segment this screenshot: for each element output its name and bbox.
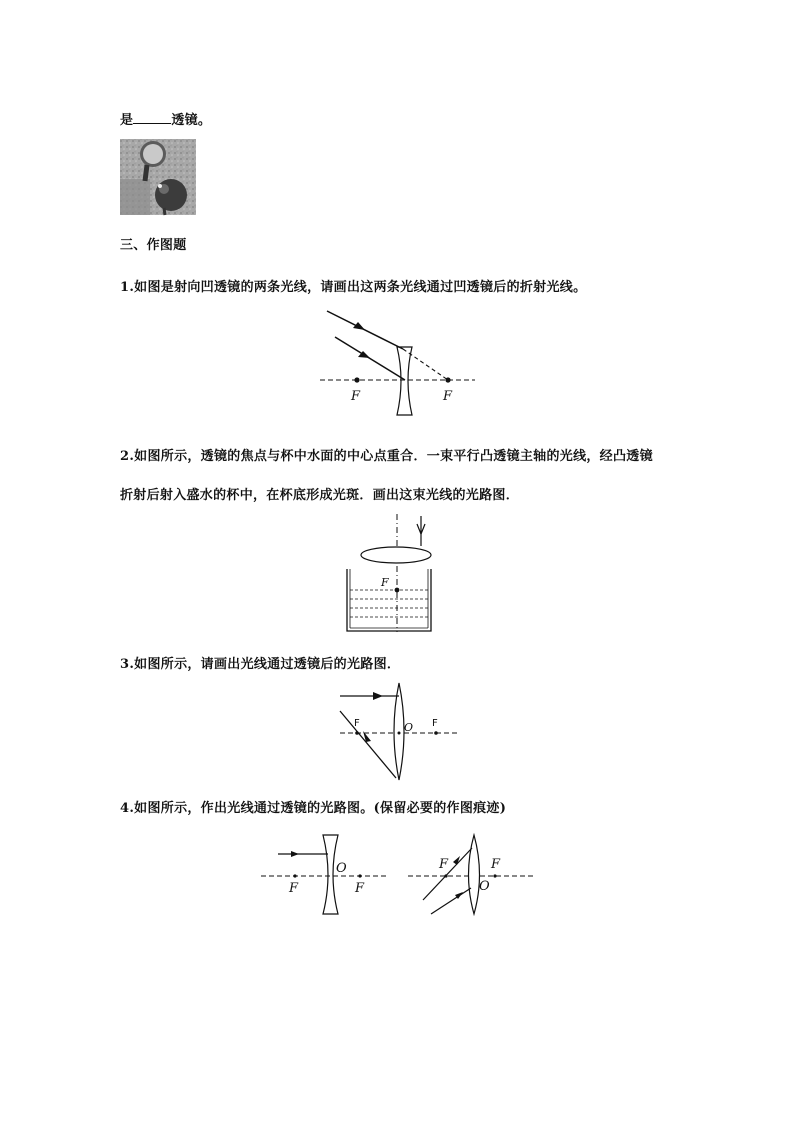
question-1-text: 1.如图是射向凹透镜的两条光线，请画出这两条光线通过凹透镜后的折射光线。 [120, 280, 587, 295]
question-4-text: 4.如图所示，作出光线通过透镜的光路图。(保留必要的作图痕迹) [120, 801, 507, 816]
q4-right-focus-right-label: F [491, 857, 501, 872]
q3-focus-right-label: F [432, 718, 438, 729]
q1-ray-2 [335, 337, 405, 380]
q3-optical-center-label: O [404, 721, 414, 734]
intro-suffix: 透镜。 [171, 113, 212, 128]
q1-concave-lens-diagram [315, 305, 480, 420]
magnifier-photo [120, 139, 196, 215]
q4-right-optical-center-label: O [479, 879, 490, 894]
q2-focus-label: F [381, 576, 389, 589]
q2-convex-lens [361, 547, 431, 563]
question-2-text-line1: 2.如图所示，透镜的焦点与杯中水面的中心点重合．一束平行凸透镜主轴的光线，经凸透镜 [120, 449, 653, 464]
q3-focus-right [434, 731, 438, 735]
q1-extension [403, 349, 448, 380]
q4-left-focus-right [358, 874, 361, 877]
q4-right-focus-left-label: F [439, 857, 449, 872]
q3-focus-left [355, 731, 359, 735]
question-2-text-line2: 折射后射入盛水的杯中，在杯底形成光斑．画出这束光线的光路图． [120, 488, 520, 503]
intro-prefix: 是 [120, 113, 134, 128]
q4-left-focus-left-label: F [289, 881, 299, 896]
q1-focus-left-label: F [351, 389, 361, 404]
q2-focus [395, 588, 400, 593]
q4-right-ray-2 [431, 888, 471, 914]
q1-concave-lens [397, 347, 412, 415]
q3-focus-left-label: F [354, 718, 360, 729]
q4-right-focus-right [493, 874, 496, 877]
intro-line [120, 109, 211, 128]
q4-convex-lens [469, 835, 480, 914]
section-title: 三、作图题 [120, 238, 187, 253]
q1-focus-right-label: F [443, 389, 453, 404]
q4-concave-lens-diagram [258, 832, 393, 917]
q4-right-focus-left [444, 874, 447, 877]
q2-cup [347, 569, 431, 631]
q1-focus-right [445, 377, 450, 382]
q4-left-focus-left [293, 874, 296, 877]
question-3-text: 3.如图所示，请画出光线通过透镜后的光路图． [120, 657, 401, 672]
q4-left-focus-right-label: F [355, 881, 365, 896]
q3-ray-2 [340, 711, 396, 778]
q3-convex-lens-diagram [335, 681, 460, 781]
q2-lens-cup-diagram [340, 512, 440, 634]
answer-blank[interactable] [133, 111, 171, 124]
q4-convex-lens-diagram [405, 832, 540, 917]
q1-focus-left [354, 377, 359, 382]
q4-left-optical-center-label: O [336, 861, 347, 876]
q3-optical-center [398, 732, 401, 735]
